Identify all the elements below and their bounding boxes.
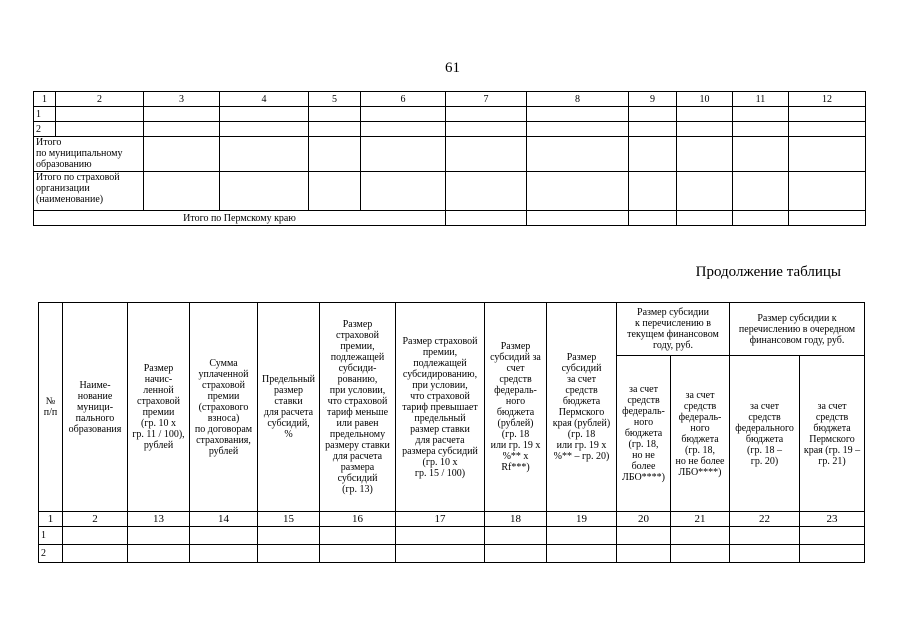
- column-number: 15: [258, 512, 320, 527]
- column-number: 19: [547, 512, 617, 527]
- header-cell: Размер страховой премии, подлежащей субсидированию, при условии, что страховой тариф превышает предельный размер ставки для расчета размера субсидий (гр. 10 х гр. 15 / 100): [396, 303, 485, 512]
- insurer-total-label: Итого по страховой организации (наименование): [34, 172, 144, 211]
- column-number: 18: [485, 512, 547, 527]
- column-number: 13: [128, 512, 190, 527]
- header-cell: Размер субсидий за счет средств бюджета Пермского края (рублей) (гр. 18 или гр. 19 х %** – гр. 20): [547, 303, 617, 512]
- header-cell: за счет средств федераль- ного бюджета (гр. 18, но не более ЛБО****): [617, 356, 671, 512]
- header-cell: Сумма уплаченной страховой премии (страхового взноса) по договорам страхования, рублей: [190, 303, 258, 512]
- column-number: 9: [629, 92, 677, 107]
- header-cell: Размер начис- ленной страховой премии (гр. 10 х гр. 11 / 100), рублей: [128, 303, 190, 512]
- header-cell: Размер страховой премии, подлежащей субсиди- рованию, при условии, что страховой тариф меньше или равен предельному размеру ставки для расчета размера субсидий (гр. 13): [320, 303, 396, 512]
- row-number: 1: [39, 527, 63, 545]
- header-cell: Наиме- нование муници- пального образования: [63, 303, 128, 512]
- column-number: 11: [733, 92, 789, 107]
- column-number: 2: [63, 512, 128, 527]
- header-cell: Размер субсидий за счет средств федераль- ного бюджета (рублей) (гр. 18 или гр. 19 х %** х Rf***): [485, 303, 547, 512]
- header-group-next-year: Размер субсидии к перечислению в очередном финансовом году, руб.: [730, 303, 865, 356]
- header-cell: за счет средств федерального бюджета (гр. 18 – гр. 20): [730, 356, 800, 512]
- column-number: 6: [361, 92, 446, 107]
- column-number: 23: [800, 512, 865, 527]
- column-number: 20: [617, 512, 671, 527]
- municipality-total-label: Итого по муниципальному образованию: [34, 137, 144, 172]
- column-number-row: [34, 92, 866, 107]
- column-number: 5: [309, 92, 361, 107]
- municipality-total-row: [34, 137, 866, 172]
- page-number: 61: [445, 60, 460, 76]
- column-number: 1: [34, 92, 56, 107]
- continuation-title: Продолжение таблицы: [695, 264, 841, 280]
- summary-table-part1: [33, 91, 866, 226]
- column-number: 21: [671, 512, 730, 527]
- column-number: 14: [190, 512, 258, 527]
- column-number: 10: [677, 92, 733, 107]
- column-number: 12: [789, 92, 866, 107]
- insurer-total-row: [34, 172, 866, 211]
- column-number: 22: [730, 512, 800, 527]
- summary-table-part2: [38, 302, 865, 563]
- table-row: [39, 545, 865, 563]
- row-number: 1: [34, 107, 56, 122]
- column-number: 16: [320, 512, 396, 527]
- header-cell: за счет средств бюджета Пермского края (гр. 19 – гр. 21): [800, 356, 865, 512]
- table-row: [39, 527, 865, 545]
- header-cell: Предельный размер ставки для расчета субсидий, %: [258, 303, 320, 512]
- region-total-label: Итого по Пермскому краю: [34, 211, 446, 226]
- header-cell: за счет средств федераль- ного бюджета (гр. 18, но не более ЛБО****): [671, 356, 730, 512]
- header-row: [39, 303, 865, 356]
- column-number: 17: [396, 512, 485, 527]
- column-number: 7: [446, 92, 527, 107]
- table-row: [34, 107, 866, 122]
- column-number: 8: [527, 92, 629, 107]
- column-number: 4: [220, 92, 309, 107]
- header-cell: № п/п: [39, 303, 63, 512]
- header-group-current-year: Размер субсидии к перечислению в текущем финансовом году, руб.: [617, 303, 730, 356]
- row-number: 2: [34, 122, 56, 137]
- column-number: 3: [144, 92, 220, 107]
- column-number-row: [39, 512, 865, 527]
- column-number: 2: [56, 92, 144, 107]
- column-number: 1: [39, 512, 63, 527]
- row-number: 2: [39, 545, 63, 563]
- region-total-row: [34, 211, 866, 226]
- table-row: [34, 122, 866, 137]
